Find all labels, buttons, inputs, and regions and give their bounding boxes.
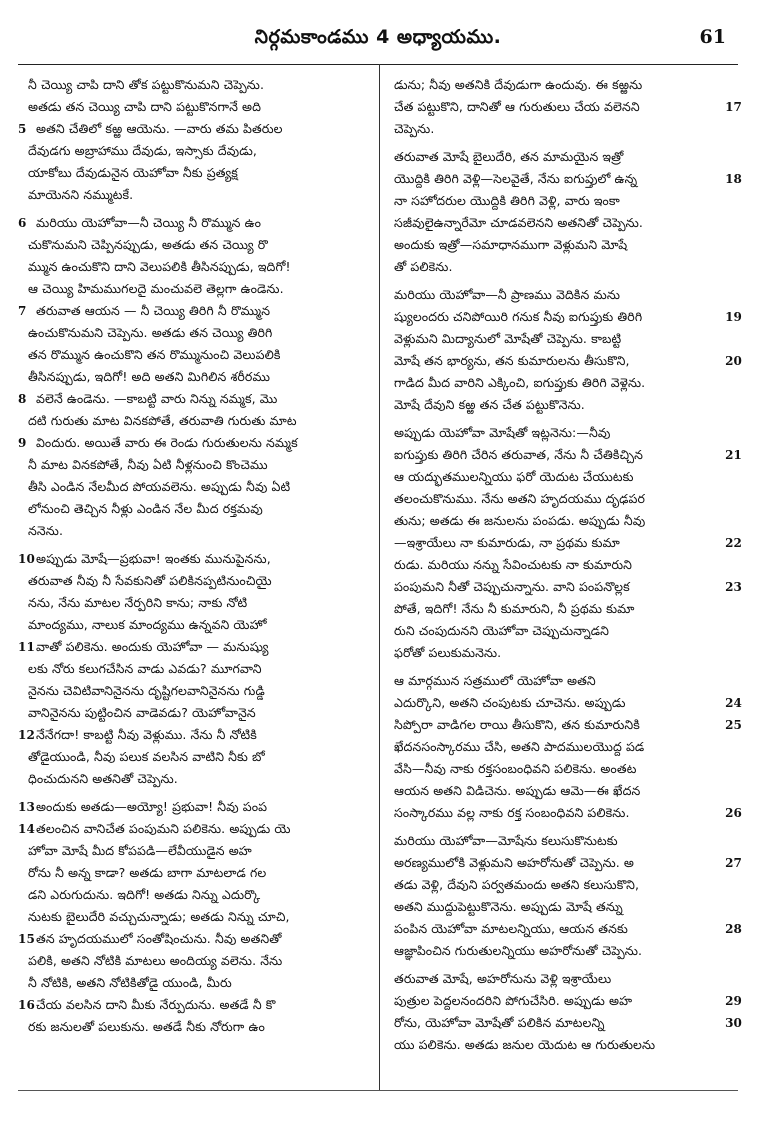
text-line <box>394 1034 722 1056</box>
verse-number: 16 <box>18 998 35 1012</box>
line-text: చెప్పెను. <box>394 121 435 136</box>
text-line <box>394 444 742 466</box>
line-text: మ్మున ఉంచుకొని దాని వెలుపలికి తీసినప్పుడు, ఇదిగో! <box>28 259 291 274</box>
line-text: నీ నోటికి, అతని నోటికితోడై యుండి, మీరు <box>28 975 232 990</box>
text-line <box>394 422 722 444</box>
line-text: సంస్కారము వల్ల నాకు రక్త సంబంధివని పలికెను. <box>394 805 630 820</box>
line-text: లోనుంచి తెచ్చిన నీళ్లు ఎండిన నేల మీద రక్తమవు <box>28 501 263 516</box>
line-text: డును; నీవు అతనికి దేవుడుగా ఉందువు. ఈ కఱ్ఱను <box>394 77 643 92</box>
page-number: 61 <box>699 26 726 48</box>
line-text: అందుకు అతడు—అయ్యో! ప్రభువా! నీవు పంప <box>36 799 268 814</box>
line-text: చేత పట్టుకొని, దానితో ఆ గురుతులు చేయ వలెనని <box>394 99 640 114</box>
text-line <box>18 548 356 570</box>
text-line <box>394 256 722 278</box>
text-line <box>18 300 356 322</box>
line-text: ఆయన అతని విడిచెను. అప్పుడు ఆమె—ఈ ఖేదన <box>394 783 641 798</box>
line-text: వలెనే ఉండెను. —కాబట్టి వారు నిన్ను నమ్మక, మొ <box>36 391 278 406</box>
line-text: అప్పుడు యెహోవా మోషేతో ఇట్లనెను:—నీవు <box>394 425 611 440</box>
line-text: తడు వెళ్లి, దేవుని పర్వతమందు అతని కలుసుకొని, <box>394 877 640 892</box>
line-text: నా సహోదరుల యొద్దికి తిరిగి వెళ్లి, వారు ఇంకా <box>394 193 620 208</box>
text-line <box>394 212 722 234</box>
line-text: ఆ యద్భుతములన్నియు ఫరో యెదుట చేయుటకు <box>394 469 634 484</box>
line-text: పంపిన యెహోవా మాటలన్నియు, ఆయన తనకు <box>394 921 628 936</box>
verse-number: 8 <box>18 392 27 406</box>
text-line <box>394 394 722 416</box>
paragraph <box>394 146 742 278</box>
line-text: నీ మాట వినకపోతే, నీవు ఏటి నీళ్లనుంచి కొంచెము <box>28 457 268 472</box>
verse-number: 18 <box>725 172 742 186</box>
text-line <box>18 818 356 840</box>
text-line <box>18 432 356 454</box>
line-text: మరియు యెహోవా—నీ చెయ్యి నీ రొమ్మున ఉం <box>36 215 262 230</box>
running-head <box>18 26 738 56</box>
text-line <box>394 306 742 328</box>
line-text: —ఇశ్రాయేలు నా కుమారుడు, నా ప్రథమ కుమా <box>394 535 620 550</box>
paragraph <box>18 548 356 790</box>
line-text: మరియు యెహోవా—నీ ప్రాణము వెదికిన మను <box>394 287 621 302</box>
line-text: రుడు. మరియు నన్ను సేవించుటకు నా కుమారుని <box>394 557 633 572</box>
line-text: రుని చంపుదునని యెహోవా చెప్పుచున్నాడని <box>394 623 610 638</box>
line-text: యు పలికెను. అతడు జనుల యెదుట ఆ గురుతులను <box>394 1037 656 1052</box>
line-text: ఫరోతో పలుకుమనెను. <box>394 645 502 660</box>
line-text: అరణ్యములోకి వెళ్లుమని అహరోనుతో చెప్పెను. అ <box>394 855 635 870</box>
verse-number: 23 <box>725 580 742 594</box>
line-text: చుకొనుమని చెప్పినప్పుడు, అతడు తన చెయ్యి రొ <box>28 237 268 252</box>
text-line <box>394 510 722 532</box>
line-text: అందుకు ఇత్రో—సమాధానముగా వెళ్లుమని మోషే <box>394 237 628 252</box>
paragraph <box>394 968 742 1056</box>
text-line <box>394 714 742 736</box>
text-line <box>394 554 722 576</box>
text-line <box>394 990 742 1012</box>
text-line <box>394 918 742 940</box>
text-line <box>28 498 356 520</box>
text-line <box>28 658 356 680</box>
text-line <box>394 74 722 96</box>
text-line <box>28 162 356 184</box>
paragraph <box>18 796 356 1038</box>
line-text: దటి గురుతు మాట వినకపోతే, తరువాతి గురుతు మాట <box>28 413 297 428</box>
verse-number: 30 <box>725 1016 742 1030</box>
line-text: తరువాత నీవు నీ సేవకునితో పలికినప్పటినుంచియై <box>28 573 272 588</box>
text-line <box>28 702 356 724</box>
line-text: తలంచిన వానిచేత పంపుమని పలికెను. అప్పుడు యె <box>36 821 291 836</box>
line-text: మరియు యెహోవా—మోషేను కలుసుకొనుటకు <box>394 833 618 848</box>
text-line <box>28 862 356 884</box>
line-text: మాయెనని నమ్ముటకే. <box>28 187 134 202</box>
text-line <box>394 940 722 962</box>
verse-number: 13 <box>18 800 35 814</box>
text-line <box>28 184 356 206</box>
text-line <box>28 454 356 476</box>
text-line <box>18 724 356 746</box>
text-line <box>394 598 722 620</box>
text-line <box>18 212 356 234</box>
line-text: హోవా మోషే మీద కోపపడి—లేవీయుడైన అహ <box>28 843 252 858</box>
text-line <box>394 852 742 874</box>
line-text: రకు జనులతో పలుకును. అతడే నీకు నోరుగా ఉం <box>28 1019 265 1034</box>
line-text: యొద్దికి తిరిగి వెళ్లి—సెలవైతే, నేను ఐగుప్తులో ఉన్న <box>394 171 638 186</box>
line-text: నను, నేను మాటల నేర్పరిని కాను; నాకు నోటి <box>28 595 248 610</box>
text-line <box>28 1016 356 1038</box>
text-line <box>394 466 722 488</box>
line-text: ఆజ్ఞాపించిన గురుతులన్నియు అహరోనుతో చెప్పెను. <box>394 943 643 958</box>
line-text: ఖేదనసంస్కారము చేసి, అతని పాదములయొద్ద పడ <box>394 739 645 754</box>
text-line <box>28 322 356 344</box>
verse-number: 28 <box>725 922 742 936</box>
verse-number: 22 <box>725 536 742 550</box>
line-text: అతని ముద్దుపెట్టుకొనెను. అప్పుడు మోషే తన్ను <box>394 899 623 914</box>
line-text: గాడిద మీద వారిని ఎక్కించి, ఐగుప్తుకు తిరిగి వెళ్లెను. <box>394 375 646 390</box>
line-text: వేసి—నీవు నాకు రక్తసంబంధివని పలికెను. అంతట <box>394 761 637 776</box>
line-text: ఐగుప్తుకు తిరిగి చేరిన తరువాత, నేను నీ చేతికిచ్చిన <box>394 447 644 462</box>
verse-number: 17 <box>725 100 742 114</box>
line-text: అతని చేతిలో కఱ్ఱ ఆయెను. —వారు తమ పితరుల <box>36 121 283 136</box>
paragraph <box>394 670 742 824</box>
text-line <box>394 118 722 140</box>
line-text: పోతే, ఇదిగో! నేను నీ కుమారుని, నీ ప్రథమ కుమా <box>394 601 635 616</box>
text-line <box>28 972 356 994</box>
text-line <box>394 168 742 190</box>
line-text: తరువాత మోషే బైలుదేరి, తన మామయైన ఇత్రో <box>394 149 624 164</box>
line-text: మోషే తన భార్యను, తన కుమారులను తీసుకొని, <box>394 353 630 368</box>
text-line <box>18 636 356 658</box>
text-line <box>28 366 356 388</box>
line-text: వెళ్లుమని మిద్యానులో మోషేతో చెప్పెను. కాబట్టి <box>394 331 622 346</box>
text-line <box>28 476 356 498</box>
line-text: ననెను. <box>28 523 64 538</box>
text-line <box>28 140 356 162</box>
line-text: తో పలికెను. <box>394 259 453 274</box>
line-text: తరువాత ఆయన — నీ చెయ్యి తిరిగి నీ రొమ్మున <box>36 303 271 318</box>
line-text: ఎదుర్కొని, అతని చంపుటకు చూచెను. అప్పుడు <box>394 695 626 710</box>
verse-number: 21 <box>725 448 742 462</box>
text-line <box>394 896 722 918</box>
text-line <box>28 680 356 702</box>
verse-number: 29 <box>725 994 742 1008</box>
paragraph <box>394 830 742 962</box>
text-line <box>394 190 722 212</box>
line-text: తన హృదయములో సంతోషించును. నీవు అతనితో <box>36 931 282 946</box>
scripture-page <box>18 18 742 1110</box>
text-line <box>28 520 356 542</box>
verse-number: 20 <box>725 354 742 368</box>
line-text: మాంద్యము, నాలుక మాంద్యము ఉన్నవని యెహో <box>28 617 267 632</box>
paragraph <box>394 74 742 140</box>
verse-number: 15 <box>18 932 35 946</box>
column-divider <box>379 64 380 1090</box>
line-text: మోషే దేవుని కఱ్ఱ తన చేత పట్టుకొనెను. <box>394 397 585 412</box>
line-text: నేనేగదా! కాబట్టి నీవు వెళ్లుము. నేను నీ నోటికి <box>36 727 257 742</box>
line-text: తన రొమ్మున ఉంచుకొని తన రొమ్మునుంచి వెలుపలికి <box>28 347 281 362</box>
text-line <box>28 256 356 278</box>
text-line <box>394 802 742 824</box>
text-line <box>394 576 742 598</box>
text-line <box>394 234 722 256</box>
line-text: అతడు తన చెయ్యి చాపి దాని పట్టుకొనగానే అది <box>28 99 262 114</box>
line-text: సిప్పోరా వాడిగల రాయి తీసుకొని, తన కుమారునికి <box>394 717 640 732</box>
text-line <box>394 1012 742 1034</box>
right-column <box>394 74 742 1062</box>
verse-number: 26 <box>725 806 742 820</box>
text-line <box>28 96 356 118</box>
text-line <box>394 692 742 714</box>
text-line <box>394 350 742 372</box>
text-line <box>28 570 356 592</box>
line-text: పంపుమని నీతో చెప్పుచున్నాను. వాని పంపనొల్లక <box>394 579 630 594</box>
verse-number: 6 <box>18 216 27 230</box>
verse-number: 9 <box>18 436 27 450</box>
text-line <box>28 74 356 96</box>
line-text: నుటకు బైలుదేరి వచ్చుచున్నాడు; అతడు నిన్ను చూచి, <box>28 909 290 924</box>
text-line <box>28 884 356 906</box>
line-text: ధించుదునని అతనితో చెప్పెను. <box>28 771 178 786</box>
line-text: ష్యులందరు చనిపోయిరి గనుక నీవు ఐగుప్తుకు తిరిగి <box>394 309 643 324</box>
line-text: సజీవులైఉన్నారేమో చూడవలెనని అతనితో చెప్పెను. <box>394 215 643 230</box>
text-line <box>394 620 722 642</box>
line-text: చేయ వలసిన దాని మీకు నేర్పుదును. అతడే నీ కొ <box>36 997 276 1012</box>
text-line <box>28 278 356 300</box>
text-line <box>394 758 722 780</box>
text-line <box>28 950 356 972</box>
text-line <box>394 372 722 394</box>
verse-number: 10 <box>18 552 35 566</box>
line-text: వాతో పలికెను. అందుకు యెహోవా — మనుష్యు <box>36 639 269 654</box>
paragraph <box>18 212 356 542</box>
text-line <box>394 670 722 692</box>
text-line <box>18 928 356 950</box>
text-line <box>18 796 356 818</box>
line-text: పలికి, అతని నోటికి మాటలు అందియ్య వలెను. నేను <box>28 953 283 968</box>
text-line <box>394 532 742 554</box>
text-line <box>28 906 356 928</box>
text-line <box>394 736 722 758</box>
line-text: వానినైనను పుట్టించిన వాడెవడు? యెహోవానైన <box>28 705 256 720</box>
line-text: తలంచుకొనుము. నేను అతని హృదయము దృఢపర <box>394 491 646 506</box>
verse-number: 27 <box>725 856 742 870</box>
text-line <box>394 284 722 306</box>
line-text: తును; అతడు ఈ జనులను పంపడు. అప్పుడు నీవు <box>394 513 646 528</box>
verse-number: 12 <box>18 728 35 742</box>
text-line <box>28 410 356 432</box>
line-text: తరువాత మోషే, అహరోనును వెళ్లి ఇశ్రాయేలు <box>394 971 612 986</box>
paragraph <box>394 422 742 664</box>
text-line <box>394 830 722 852</box>
line-text: తోడైయుండి, నీవు పలుక వలసిన వాటిని నీకు బో <box>28 749 265 764</box>
text-line <box>28 840 356 862</box>
line-text: లకు నోరు కలుగచేసిన వాడు ఎవడు? మూగవాని <box>28 661 262 676</box>
text-line <box>394 780 722 802</box>
footer-rule <box>18 1090 738 1091</box>
line-text: పుత్రుల పెద్దలనందరిని పోగుచేసిరి. అప్పుడు అహ <box>394 993 633 1008</box>
paragraph <box>394 284 742 416</box>
line-text: నైనను చెవిటివానినైనను దృష్టిగలవానినైనను గుడ్డి <box>28 683 265 698</box>
text-line <box>28 768 356 790</box>
line-text: రోను, యెహోవా మోషేతో పలికిన మాటలన్ని <box>394 1015 605 1030</box>
header-rule <box>18 64 738 65</box>
text-line <box>394 488 722 510</box>
text-line <box>394 146 722 168</box>
text-line <box>28 234 356 256</box>
text-line <box>394 642 722 664</box>
line-text: ఉంచుకొనుమని చెప్పెను. అతడు తన చెయ్యి తిరిగి <box>28 325 273 340</box>
left-column <box>18 74 356 1044</box>
text-line <box>18 388 356 410</box>
text-line <box>394 328 722 350</box>
line-text: రోను నీ అన్న కాడా? అతడు బాగా మాటలాడ గల <box>28 865 267 880</box>
line-text: తీసి ఎండిన నేలమీద పోయవలెను. అప్పుడు నీవు ఏటి <box>28 479 291 494</box>
line-text: దేవుడగు అబ్రాహాము దేవుడు, ఇస్సాకు దేవుడు, <box>28 143 257 158</box>
line-text: యాకోబు దేవుడునైన యెహోవా నీకు ప్రత్యక్ష <box>28 165 238 180</box>
text-line <box>18 118 356 140</box>
text-line <box>18 994 356 1016</box>
verse-number: 5 <box>18 122 27 136</box>
line-text: డని ఎరుగుదును. ఇదిగో! అతడు నిన్ను ఎదుర్కొ <box>28 887 261 902</box>
paragraph <box>18 74 356 206</box>
text-line <box>394 968 722 990</box>
verse-number: 25 <box>725 718 742 732</box>
text-line <box>28 614 356 636</box>
line-text: అప్పుడు మోషే—ప్రభువా! ఇంతకు మునుపైనను, <box>36 551 271 566</box>
line-text: విందురు. అయితే వారు ఈ రెండు గురుతులను నమ్మక <box>36 435 298 450</box>
line-text: తీసినప్పుడు, ఇదిగో! అది అతని మిగిలిన శరీరము <box>28 369 271 384</box>
line-text: ఆ చెయ్యి హిమముగలదై మంచువలె తెల్లగా ఉండెను. <box>28 281 284 296</box>
text-line <box>28 746 356 768</box>
line-text: నీ చెయ్యి చాపి దాని తోక పట్టుకొనుమని చెప్పెను. <box>28 77 265 92</box>
verse-number: 11 <box>18 640 35 654</box>
text-line <box>394 96 742 118</box>
text-line <box>28 344 356 366</box>
verse-number: 19 <box>725 310 742 324</box>
verse-number: 7 <box>18 304 27 318</box>
text-line <box>28 592 356 614</box>
verse-number: 24 <box>725 696 742 710</box>
line-text: ఆ మార్గమున సత్రములో యెహోవా అతని <box>394 673 596 688</box>
page-title: నిర్గమకాండము 4 అధ్యాయము. <box>254 26 502 48</box>
verse-number: 14 <box>18 822 35 836</box>
text-line <box>394 874 722 896</box>
